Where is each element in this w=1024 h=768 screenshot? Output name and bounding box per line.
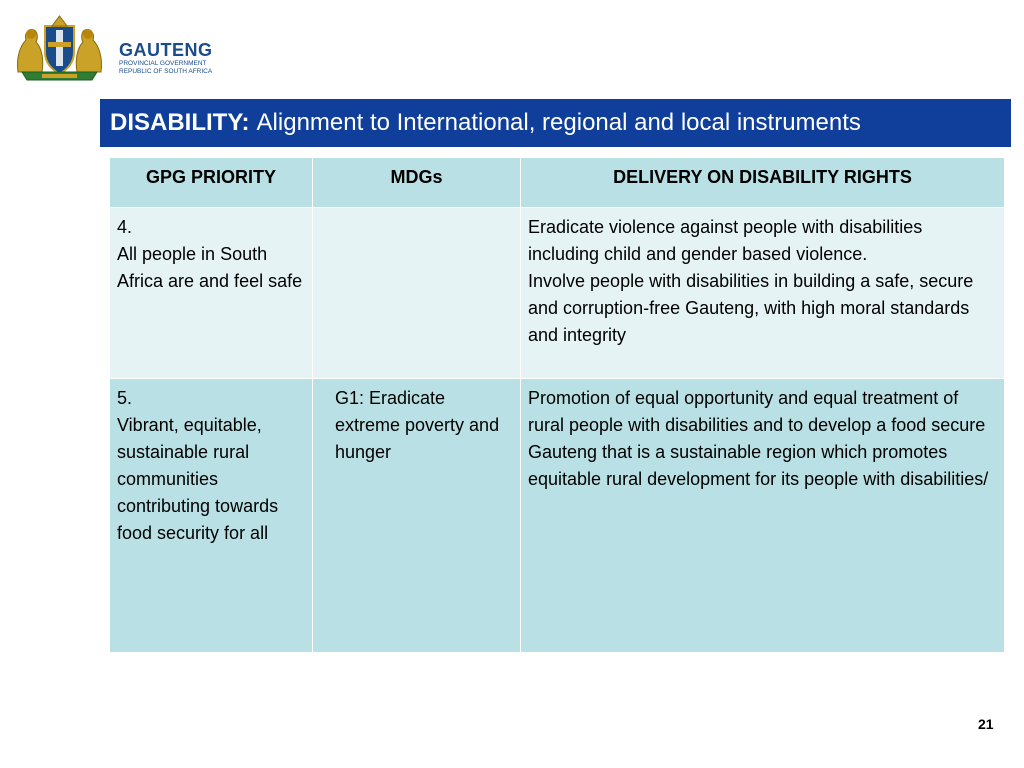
priority-cell bbox=[110, 208, 313, 379]
priority-cell bbox=[110, 379, 313, 653]
mdg-cell bbox=[313, 208, 521, 379]
header-gpg-priority: GPG PRIORITY bbox=[110, 158, 313, 208]
header-mdgs: MDGs bbox=[313, 158, 521, 208]
logo-subtitle-1: PROVINCIAL GOVERNMENT bbox=[119, 60, 207, 67]
priority-text: All people in South Africa are and feel safe bbox=[117, 244, 303, 291]
gauteng-logo bbox=[12, 14, 213, 84]
priority-text: Vibrant, equitable, sustainable rural communities contributing towards food security for all bbox=[117, 415, 279, 543]
logo-subtitle-2: REPUBLIC OF SOUTH AFRICA bbox=[119, 68, 213, 75]
coat-of-arms-icon bbox=[12, 14, 107, 82]
delivery-cell bbox=[521, 379, 1005, 653]
header-delivery: DELIVERY ON DISABILITY RIGHTS bbox=[521, 158, 1005, 208]
title-text: Alignment to International, regional and local instruments bbox=[256, 109, 861, 136]
table-row bbox=[110, 379, 1005, 653]
logo-name: GAUTENG bbox=[119, 40, 213, 60]
table-row bbox=[110, 208, 1005, 379]
alignment-table bbox=[109, 157, 1005, 653]
title-bold: DISABILITY: bbox=[110, 109, 250, 136]
page-number: 21 bbox=[978, 716, 994, 732]
priority-number: 4. bbox=[117, 217, 133, 237]
mdg-cell bbox=[313, 379, 521, 653]
delivery-cell bbox=[521, 208, 1005, 379]
table-header-row bbox=[110, 158, 1005, 208]
priority-number: 5. bbox=[117, 388, 133, 408]
mdg-text: G1: Eradicate extreme poverty and hunger bbox=[335, 388, 500, 462]
delivery-text: Involve people with disabilities in building a safe, secure and corruption-free Gauteng, with high moral standards and integrity bbox=[528, 271, 974, 345]
slide-title-bar bbox=[100, 99, 1011, 147]
delivery-text: Eradicate violence against people with disabilities including child and gender based violence. bbox=[528, 217, 923, 264]
logo-text bbox=[119, 40, 213, 76]
delivery-text: Promotion of equal opportunity and equal treatment of rural people with disabilities and to develop a food secure Gauteng that is a sustainable region which promotes equitable rural development for its people with disabilities/ bbox=[528, 388, 989, 489]
